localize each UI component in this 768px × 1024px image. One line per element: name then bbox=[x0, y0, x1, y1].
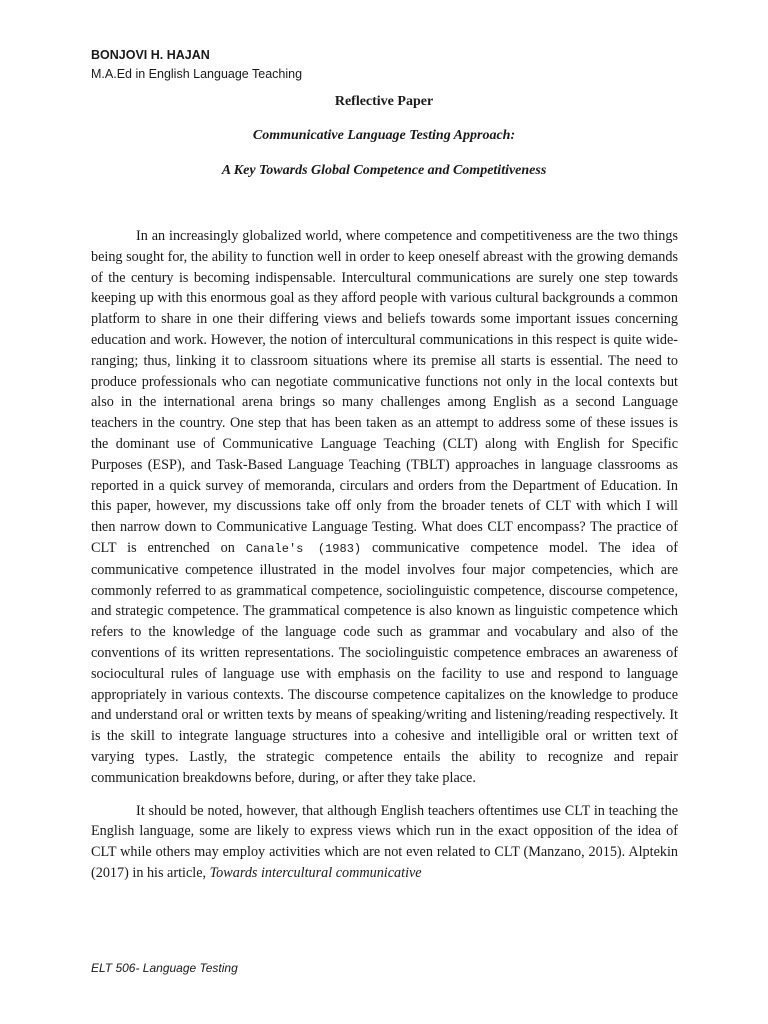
citation-canale: Canale's (1983) bbox=[245, 541, 362, 556]
page-footer: ELT 506- Language Testing bbox=[91, 961, 238, 975]
body-text bbox=[91, 226, 678, 896]
title-block bbox=[0, 92, 768, 196]
paper-title-line-1: Communicative Language Testing Approach: bbox=[252, 128, 516, 143]
author-block bbox=[91, 46, 302, 84]
paragraph-2 bbox=[91, 801, 678, 884]
paragraph-2-text: It should be noted, however, that although English teachers oftentimes use CLT in teaching the English language, some are likely to express views which run in the exact opposition of the idea of CLT while others may employ activities which are not even related to CLT (Manzano, 2015). Alptekin (2017) in his article, bbox=[91, 802, 678, 881]
paper-title-line-2: A Key Towards Global Competence and Competitiveness bbox=[221, 163, 547, 178]
document-type-heading: Reflective Paper bbox=[334, 94, 434, 109]
article-title-italic: Towards intercultural communicative bbox=[209, 864, 422, 881]
author-degree: M.A.Ed in English Language Teaching bbox=[91, 67, 303, 81]
author-name: BONJOVI H. HAJAN bbox=[91, 48, 210, 62]
paragraph-1 bbox=[91, 226, 678, 789]
paragraph-1-text-b: communicative competence model. The idea of communicative competence illustrated in the model involves four major competencies, which are commonly referred to as grammatical competence, sociolinguistic competence, discourse competence, and strategic competence. The grammatical competence is also known as linguistic competence which refers to the knowledge of the language code such as grammar and vocabulary and also of the conventions of its written representations. The sociolinguistic competence embraces an awareness of sociocultural rules of language use with emphasis on the facility to use and respond to language appropriately in various contexts. The discourse competence capitalizes on the knowledge to produce and understand oral or written texts by means of speaking/writing and listening/reading respectively. It is the skill to integrate language structures into a cohesive and intelligible oral or written text of varying types. Lastly, the strategic competence entails the ability to recognize and repair communication breakdowns before, during, or after they take place. bbox=[91, 539, 678, 786]
paragraph-1-text-a: In an increasingly globalized world, where competence and competitiveness are the two things being sought for, the ability to function well in order to keep oneself abreast with the growing demands of the century is becoming indispensable. Intercultural communications are surely one step towards keeping up with this enormous goal as they afford people with various cultural backgrounds a common platform to share in one their differing views and beliefs towards some important issues concerning education and work. However, the notion of intercultural communications in this respect is quite wide-ranging; thus, linking it to classroom situations where its premise all starts is essential. The need to produce professionals who can negotiate communicative functions not only in the local contexts but also in the international arena brings so many challenges among English as a second Language teachers in the country. One step that has been taken as an attempt to address some of these issues is the dominant use of Communicative Language Teaching (CLT) along with English for Specific Purposes (ESP), and Task-Based Language Teaching (TBLT) approaches in language classrooms as reported in a quick survey of memoranda, circulars and orders from the Department of Education. In this paper, however, my discussions take off only from the broader tenets of CLT with which I will then narrow down to Communicative Language Testing. What does CLT encompass? The practice of CLT is entrenched on bbox=[91, 228, 678, 556]
